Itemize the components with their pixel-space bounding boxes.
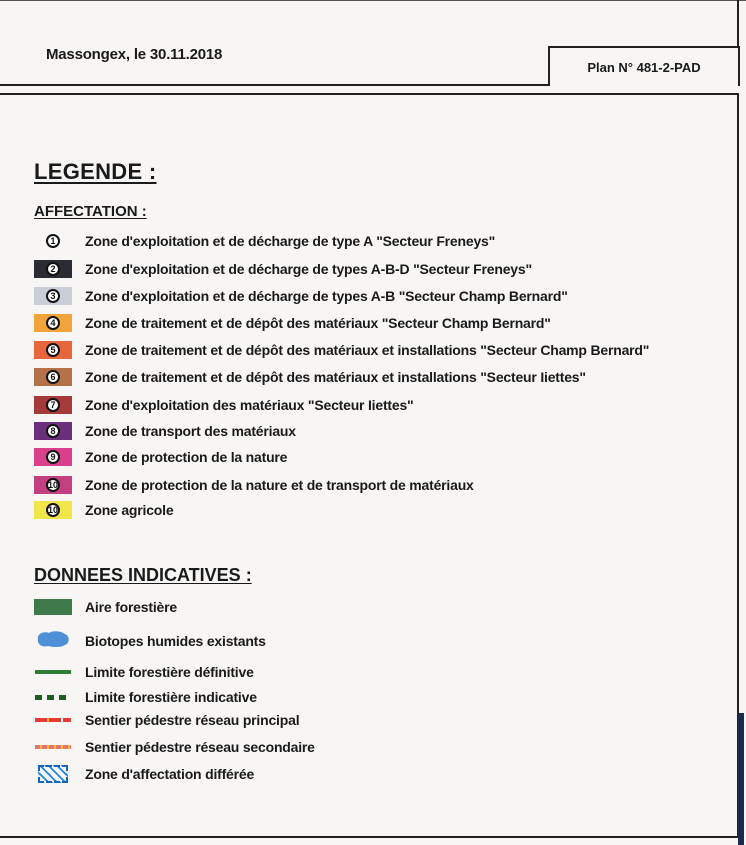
zone-row: [34, 339, 649, 361]
plan-number: Plan N° 481-2-PAD: [587, 60, 701, 75]
zone-swatch: [34, 501, 72, 519]
zone-number-icon: 3: [46, 289, 60, 303]
zone-row: [34, 366, 586, 388]
zone-row: [34, 230, 495, 252]
indicative-label: Aire forestière: [85, 599, 177, 615]
zone-label: Zone de traitement et de dépôt des matériaux et installations "Secteur Champ Bernard": [85, 342, 650, 358]
zone-number-icon: 5: [46, 343, 60, 357]
zone-number-icon: 6: [46, 370, 60, 384]
zone-row: [34, 312, 551, 334]
indicative-row: [34, 596, 177, 618]
zone-number-icon: 10: [48, 480, 59, 490]
zone-swatch: [34, 368, 72, 386]
zone-row: [34, 420, 296, 442]
zone-swatch: [34, 287, 72, 305]
line-solid-icon: [35, 670, 71, 674]
zone-swatch: [34, 396, 72, 414]
zone-label: Zone d'exploitation des matériaux "Secteur Iiettes": [85, 397, 414, 413]
zone-swatch: [34, 422, 72, 440]
zone-row: [34, 285, 568, 307]
zone-label: Zone de protection de la nature et de transport de matériaux: [85, 477, 474, 493]
indicative-row: [34, 630, 266, 652]
zone-number-icon: 10: [48, 505, 59, 515]
zone-label: Zone de protection de la nature: [85, 449, 288, 465]
header-frame: [0, 0, 739, 86]
indicative-label: Sentier pédestre réseau secondaire: [85, 739, 315, 755]
zone-number-icon: 1: [46, 234, 60, 248]
line-solid-symbol: [34, 663, 72, 681]
zone-row: [34, 258, 532, 280]
line-red-icon: [35, 718, 71, 722]
plan-number-box: [548, 46, 740, 86]
zone-label: Zone d'exploitation et de décharge de types A-B "Secteur Champ Bernard": [85, 288, 568, 304]
indicative-row: [34, 736, 315, 758]
indicative-row: [34, 763, 254, 785]
zone-number-icon: 2: [46, 262, 60, 276]
forest-symbol: [34, 598, 72, 616]
zone-label: Zone d'exploitation et de décharge de types A-B-D "Secteur Freneys": [85, 261, 532, 277]
indicative-row: [34, 709, 299, 731]
forest-icon: [34, 599, 72, 615]
legend-title: LEGENDE :: [34, 159, 157, 184]
line-dash-icon: [35, 695, 71, 700]
zone-label: Zone d'exploitation et de décharge de type A "Secteur Freneys": [85, 233, 496, 249]
zone-label: Zone de transport des matériaux: [85, 423, 296, 439]
zone-swatch: [34, 260, 72, 278]
zone-row: [34, 499, 173, 521]
indicative-label: Biotopes humides existants: [85, 633, 266, 649]
zone-number-icon: 7: [46, 398, 60, 412]
zone-number-icon: 8: [46, 424, 60, 438]
biotope-symbol: [34, 632, 72, 650]
zone-label: Zone agricole: [85, 502, 174, 518]
zone-number-icon: 4: [46, 316, 60, 330]
zone-row: [34, 394, 414, 416]
line-dash-symbol: [34, 688, 72, 706]
zone-label: Zone de traitement et de dépôt des matériaux et installations "Secteur Iiettes": [85, 369, 586, 385]
indicative-label: Limite forestière indicative: [85, 689, 257, 705]
affectation-title: AFFECTATION :: [34, 203, 147, 220]
line-red2-symbol: [34, 738, 72, 756]
line-red-symbol: [34, 711, 72, 729]
zone-row: [34, 446, 287, 468]
zone-swatch: [34, 341, 72, 359]
indicative-label: Zone d'affectation différée: [85, 766, 255, 782]
hatch-icon: [38, 765, 68, 783]
zone-label: Zone de traitement et de dépôt des matériaux "Secteur Champ Bernard": [85, 315, 551, 331]
place-date: Massongex, le 30.11.2018: [46, 46, 223, 63]
hatch-symbol: [34, 765, 72, 783]
zone-row: [34, 474, 474, 496]
zone-number-icon: 9: [46, 450, 60, 464]
indicatives-title: DONNEES INDICATIVES :: [34, 565, 252, 585]
zone-swatch: [34, 314, 72, 332]
biotope-icon: [35, 630, 71, 653]
zone-swatch: [34, 448, 72, 466]
indicative-row: [34, 661, 254, 683]
edge-strip: [738, 713, 744, 845]
zone-swatch: [34, 476, 72, 494]
indicative-label: Limite forestière définitive: [85, 664, 254, 680]
line-red2-icon: [35, 745, 71, 749]
zone-swatch: [34, 232, 72, 250]
indicative-row: [34, 686, 257, 708]
indicative-label: Sentier pédestre réseau principal: [85, 712, 300, 728]
